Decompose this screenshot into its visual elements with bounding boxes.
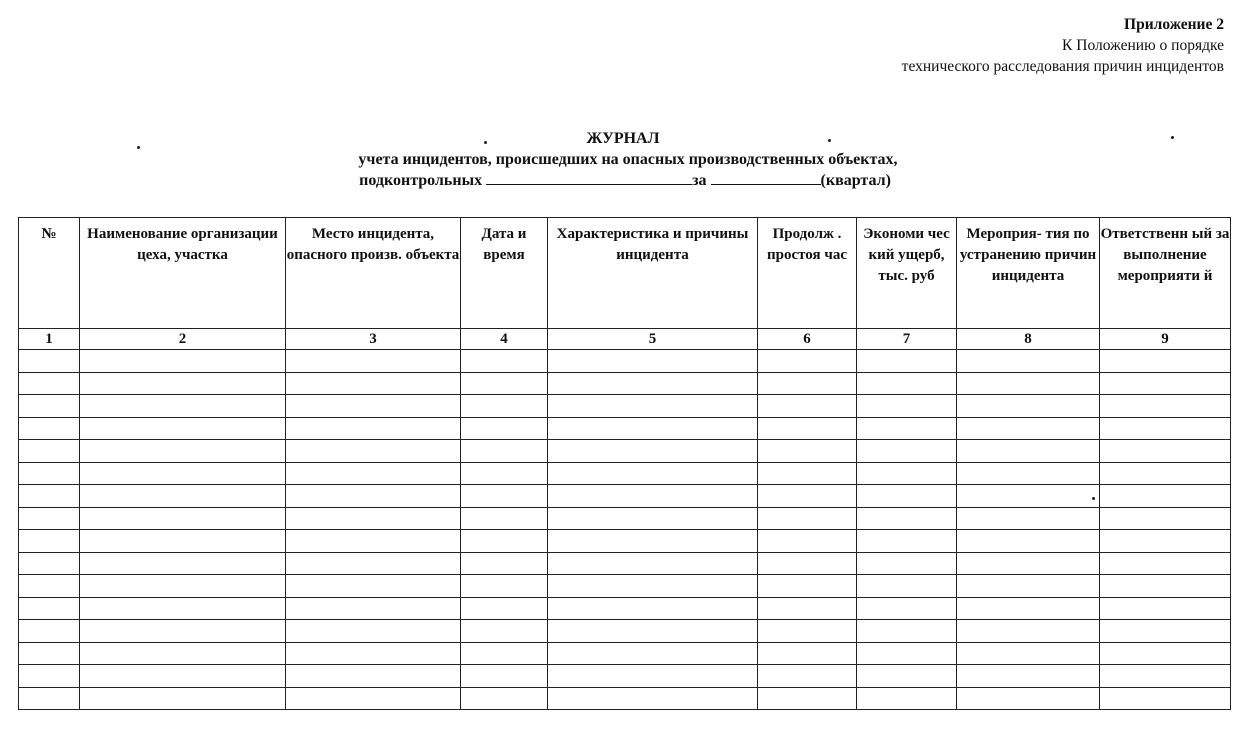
table-cell[interactable] xyxy=(80,642,286,665)
table-cell[interactable] xyxy=(548,372,758,395)
header-date-time: Дата и время xyxy=(461,218,548,329)
column-number: 1 xyxy=(19,329,80,350)
table-cell[interactable] xyxy=(857,665,957,688)
table-cell[interactable] xyxy=(461,350,548,373)
table-cell[interactable] xyxy=(80,530,286,553)
table-cell[interactable] xyxy=(19,575,80,598)
table-cell[interactable] xyxy=(80,395,286,418)
table-cell[interactable] xyxy=(1100,687,1231,710)
table-cell[interactable] xyxy=(80,372,286,395)
table-cell[interactable] xyxy=(857,642,957,665)
table-cell[interactable] xyxy=(758,597,857,620)
controlled-by-label: подконтрольных xyxy=(359,172,483,189)
table-cell[interactable] xyxy=(957,440,1100,463)
column-number: 4 xyxy=(461,329,548,350)
table-cell[interactable] xyxy=(857,462,957,485)
table-cell[interactable] xyxy=(461,485,548,508)
table-cell[interactable] xyxy=(80,552,286,575)
table-cell[interactable] xyxy=(19,552,80,575)
table-cell[interactable] xyxy=(80,665,286,688)
table-cell[interactable] xyxy=(461,665,548,688)
table-cell[interactable] xyxy=(758,485,857,508)
table-cell[interactable] xyxy=(19,507,80,530)
table-cell[interactable] xyxy=(19,687,80,710)
table-cell[interactable] xyxy=(548,485,758,508)
table-cell[interactable] xyxy=(286,350,461,373)
appendix-line-2: технического расследования причин инцидентов xyxy=(901,58,1224,75)
header-responsible: Ответственн ый за выполнение мероприяти й xyxy=(1100,218,1231,329)
table-cell[interactable] xyxy=(286,687,461,710)
table-cell[interactable] xyxy=(80,507,286,530)
table-cell[interactable] xyxy=(461,530,548,553)
table-cell[interactable] xyxy=(286,597,461,620)
table-cell[interactable] xyxy=(957,620,1100,643)
table-cell[interactable] xyxy=(548,575,758,598)
table-cell[interactable] xyxy=(1100,665,1231,688)
table-cell[interactable] xyxy=(957,485,1100,508)
table-cell[interactable] xyxy=(461,462,548,485)
header-location: Место инцидента, опасного произв. объекта xyxy=(286,218,461,329)
table-cell[interactable] xyxy=(19,372,80,395)
header-downtime: Продолж . простоя час xyxy=(758,218,857,329)
table-cell[interactable] xyxy=(957,462,1100,485)
header-description: Характеристика и причины инцидента xyxy=(548,218,758,329)
table-cell[interactable] xyxy=(286,530,461,553)
period-label: за xyxy=(692,172,707,189)
table-cell[interactable] xyxy=(461,597,548,620)
table-cell[interactable] xyxy=(758,462,857,485)
table-cell[interactable] xyxy=(957,665,1100,688)
table-cell[interactable] xyxy=(80,485,286,508)
table-cell[interactable] xyxy=(286,372,461,395)
table-cell[interactable] xyxy=(758,620,857,643)
controlled-by-blank[interactable] xyxy=(486,170,692,185)
table-cell[interactable] xyxy=(758,350,857,373)
header-measures: Мероприя- тия по устранению причин инцидента xyxy=(957,218,1100,329)
table-cell[interactable] xyxy=(80,440,286,463)
table-cell[interactable] xyxy=(548,395,758,418)
table-cell[interactable] xyxy=(548,507,758,530)
table-row xyxy=(19,597,1231,620)
header-economic-damage: Экономи чес кий ущерб, тыс. руб xyxy=(857,218,957,329)
table-row xyxy=(19,350,1231,373)
table-cell[interactable] xyxy=(461,417,548,440)
table-row xyxy=(19,575,1231,598)
table-cell[interactable] xyxy=(286,642,461,665)
appendix-header xyxy=(902,14,1224,77)
table-cell[interactable] xyxy=(80,417,286,440)
table-row xyxy=(19,620,1231,643)
table-cell[interactable] xyxy=(1100,395,1231,418)
table-cell[interactable] xyxy=(957,507,1100,530)
table-cell[interactable] xyxy=(286,575,461,598)
table-cell[interactable] xyxy=(857,687,957,710)
table-row xyxy=(19,642,1231,665)
appendix-line-1: К Положению о порядке xyxy=(1062,37,1224,54)
table-row xyxy=(19,507,1231,530)
table-cell[interactable] xyxy=(1100,440,1231,463)
table-row xyxy=(19,485,1231,508)
table-cell[interactable] xyxy=(1100,575,1231,598)
table-cell[interactable] xyxy=(1100,620,1231,643)
table-cell[interactable] xyxy=(286,485,461,508)
table-cell[interactable] xyxy=(1100,462,1231,485)
table-cell[interactable] xyxy=(857,395,957,418)
table-cell[interactable] xyxy=(461,372,548,395)
table-cell[interactable] xyxy=(548,642,758,665)
table-cell[interactable] xyxy=(857,507,957,530)
column-number: 5 xyxy=(548,329,758,350)
header-row xyxy=(19,218,1231,329)
table-cell[interactable] xyxy=(758,530,857,553)
table-cell[interactable] xyxy=(957,575,1100,598)
table-cell[interactable] xyxy=(758,395,857,418)
table-cell[interactable] xyxy=(19,440,80,463)
table-row xyxy=(19,665,1231,688)
table-cell[interactable] xyxy=(1100,530,1231,553)
table-cell[interactable] xyxy=(461,507,548,530)
header-number: № xyxy=(19,218,80,329)
table-cell[interactable] xyxy=(957,642,1100,665)
column-number: 7 xyxy=(857,329,957,350)
table-cell[interactable] xyxy=(548,665,758,688)
appendix-title: Приложение 2 xyxy=(1124,16,1224,33)
table-cell[interactable] xyxy=(19,395,80,418)
table-cell[interactable] xyxy=(758,687,857,710)
incident-journal-table xyxy=(18,217,1231,710)
table-cell[interactable] xyxy=(461,552,548,575)
table-cell[interactable] xyxy=(1100,507,1231,530)
table-cell[interactable] xyxy=(548,597,758,620)
table-cell[interactable] xyxy=(857,350,957,373)
table-cell[interactable] xyxy=(857,372,957,395)
table-cell[interactable] xyxy=(957,395,1100,418)
table-cell[interactable] xyxy=(857,417,957,440)
table-cell[interactable] xyxy=(857,530,957,553)
table-cell[interactable] xyxy=(80,350,286,373)
journal-title: ЖУРНАЛ xyxy=(586,130,660,147)
table-row xyxy=(19,372,1231,395)
table-cell[interactable] xyxy=(461,642,548,665)
table-cell[interactable] xyxy=(957,417,1100,440)
journal-period-line xyxy=(0,170,1256,191)
table-row xyxy=(19,440,1231,463)
column-number: 8 xyxy=(957,329,1100,350)
table-cell[interactable] xyxy=(19,597,80,620)
table-cell[interactable] xyxy=(758,552,857,575)
quarter-blank[interactable] xyxy=(711,170,821,185)
table-cell[interactable] xyxy=(1100,350,1231,373)
table-cell[interactable] xyxy=(461,395,548,418)
table-cell[interactable] xyxy=(286,665,461,688)
table-cell[interactable] xyxy=(461,575,548,598)
table-cell[interactable] xyxy=(80,687,286,710)
table-cell[interactable] xyxy=(19,530,80,553)
table-cell[interactable] xyxy=(957,530,1100,553)
table-row xyxy=(19,417,1231,440)
table-cell[interactable] xyxy=(1100,552,1231,575)
table-cell[interactable] xyxy=(1100,372,1231,395)
table-cell[interactable] xyxy=(548,462,758,485)
table-cell[interactable] xyxy=(957,597,1100,620)
table-cell[interactable] xyxy=(461,440,548,463)
table-cell[interactable] xyxy=(857,575,957,598)
column-number: 9 xyxy=(1100,329,1231,350)
table-cell[interactable] xyxy=(286,552,461,575)
column-number: 6 xyxy=(758,329,857,350)
table-cell[interactable] xyxy=(1100,597,1231,620)
table-row xyxy=(19,395,1231,418)
journal-title-block xyxy=(0,128,1256,191)
table-cell[interactable] xyxy=(758,575,857,598)
table-row xyxy=(19,530,1231,553)
table-cell[interactable] xyxy=(19,642,80,665)
table-cell[interactable] xyxy=(548,440,758,463)
table-cell[interactable] xyxy=(19,417,80,440)
table-cell[interactable] xyxy=(1100,485,1231,508)
table-cell[interactable] xyxy=(548,530,758,553)
table-cell[interactable] xyxy=(19,665,80,688)
table-cell[interactable] xyxy=(19,620,80,643)
table-row xyxy=(19,462,1231,485)
table-cell[interactable] xyxy=(19,485,80,508)
table-cell[interactable] xyxy=(286,620,461,643)
table-cell[interactable] xyxy=(548,687,758,710)
table-cell[interactable] xyxy=(19,462,80,485)
table-cell[interactable] xyxy=(461,620,548,643)
table-cell[interactable] xyxy=(80,620,286,643)
column-number: 3 xyxy=(286,329,461,350)
table-cell[interactable] xyxy=(286,417,461,440)
table-cell[interactable] xyxy=(857,597,957,620)
table-cell[interactable] xyxy=(548,620,758,643)
table-cell[interactable] xyxy=(957,350,1100,373)
table-cell[interactable] xyxy=(19,350,80,373)
table-row xyxy=(19,687,1231,710)
table-cell[interactable] xyxy=(758,507,857,530)
table-cell[interactable] xyxy=(957,552,1100,575)
quarter-label: (квартал) xyxy=(820,172,891,189)
table-cell[interactable] xyxy=(461,687,548,710)
table-cell[interactable] xyxy=(1100,417,1231,440)
table-cell[interactable] xyxy=(857,440,957,463)
header-organization: Наименование организации цеха, участка xyxy=(80,218,286,329)
table-cell[interactable] xyxy=(758,440,857,463)
table-cell[interactable] xyxy=(857,620,957,643)
table-cell[interactable] xyxy=(957,372,1100,395)
column-number: 2 xyxy=(80,329,286,350)
table-row xyxy=(19,552,1231,575)
table-cell[interactable] xyxy=(286,507,461,530)
table-cell[interactable] xyxy=(286,440,461,463)
table-cell[interactable] xyxy=(286,462,461,485)
table-cell[interactable] xyxy=(857,552,957,575)
table-cell[interactable] xyxy=(80,462,286,485)
table-cell[interactable] xyxy=(758,642,857,665)
column-number-row xyxy=(19,329,1231,350)
table-cell[interactable] xyxy=(758,417,857,440)
table-cell[interactable] xyxy=(548,417,758,440)
table-cell[interactable] xyxy=(286,395,461,418)
table-cell[interactable] xyxy=(548,552,758,575)
table-cell[interactable] xyxy=(758,372,857,395)
table-cell[interactable] xyxy=(1100,642,1231,665)
table-cell[interactable] xyxy=(857,485,957,508)
table-cell[interactable] xyxy=(80,597,286,620)
table-cell[interactable] xyxy=(80,575,286,598)
journal-subtitle: учета инцидентов, происшедших на опасных производственных объектах, xyxy=(358,151,898,168)
table-cell[interactable] xyxy=(758,665,857,688)
table-cell[interactable] xyxy=(957,687,1100,710)
table-cell[interactable] xyxy=(548,350,758,373)
